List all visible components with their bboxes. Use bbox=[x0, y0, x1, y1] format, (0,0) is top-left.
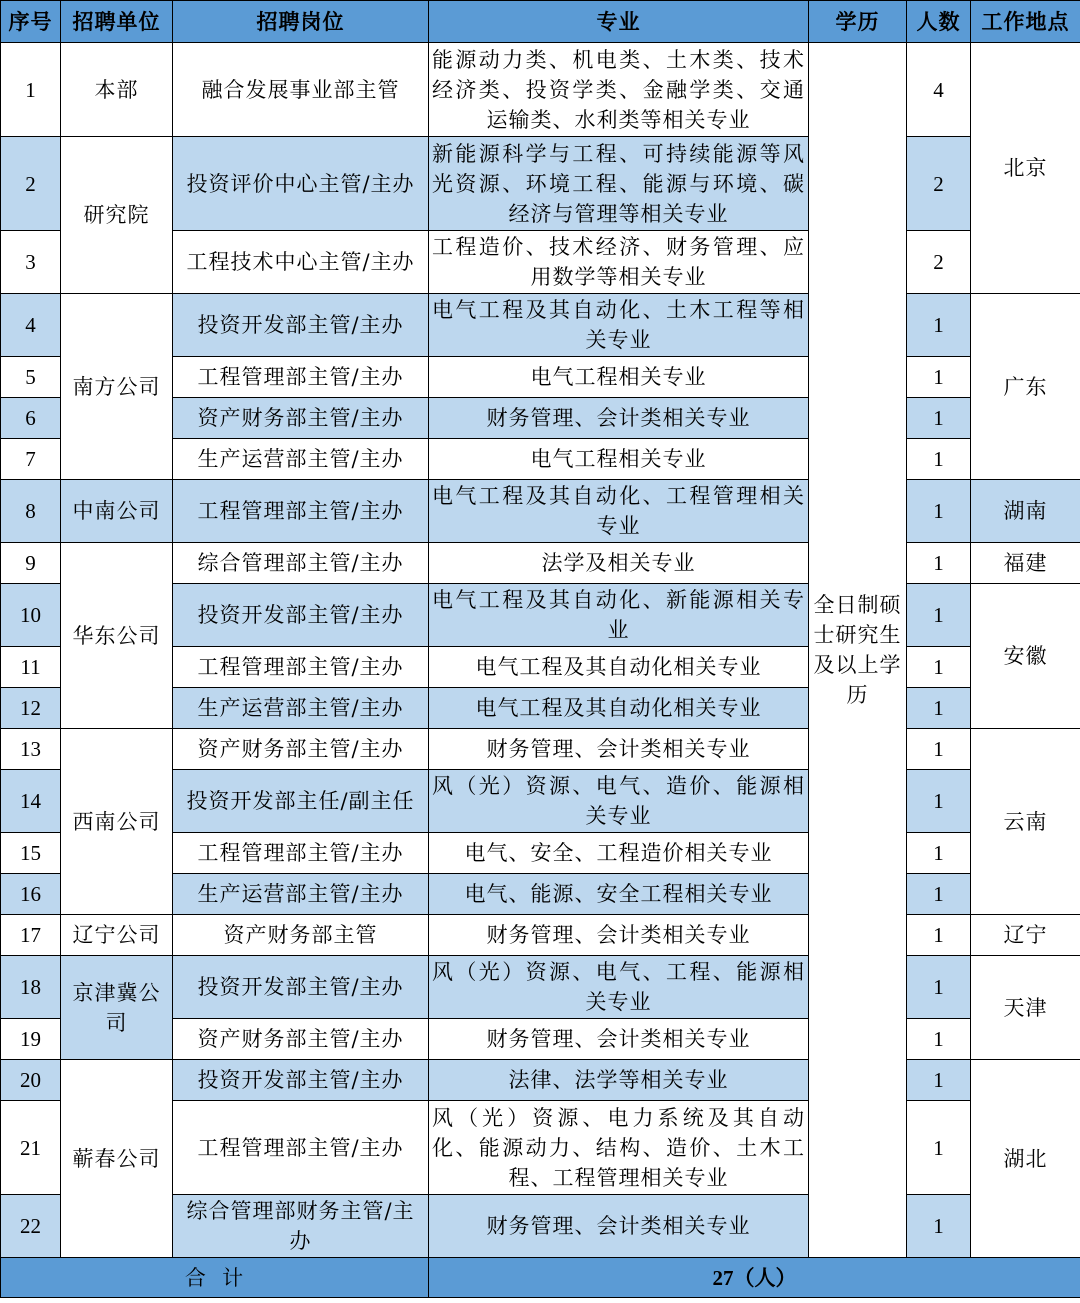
header-row bbox=[1, 1, 1080, 43]
row-no: 7 bbox=[1, 439, 61, 480]
row-post: 工程管理部主管/主办 bbox=[173, 357, 429, 398]
row-count: 1 bbox=[907, 543, 971, 584]
location-cell: 天津 bbox=[971, 956, 1080, 1060]
row-major: 新能源科学与工程、可持续能源等风光资源、环境工程、能源与环境、碳经济与管理等相关专业 bbox=[429, 137, 809, 231]
total-label: 合 计 bbox=[1, 1258, 429, 1298]
row-no: 16 bbox=[1, 874, 61, 915]
row-no: 15 bbox=[1, 833, 61, 874]
row-count: 1 bbox=[907, 833, 971, 874]
row-count: 1 bbox=[907, 398, 971, 439]
row-major: 电气工程相关专业 bbox=[429, 357, 809, 398]
row-count: 1 bbox=[907, 1019, 971, 1060]
row-count: 1 bbox=[907, 1101, 971, 1195]
row-major: 电气、能源、安全工程相关专业 bbox=[429, 874, 809, 915]
row-no: 13 bbox=[1, 729, 61, 770]
table-row bbox=[1, 137, 1080, 231]
row-no: 11 bbox=[1, 647, 61, 688]
row-no: 17 bbox=[1, 915, 61, 956]
row-no: 18 bbox=[1, 956, 61, 1019]
row-post: 投资开发部主管/主办 bbox=[173, 294, 429, 357]
location-cell: 湖南 bbox=[971, 480, 1080, 543]
row-count: 1 bbox=[907, 956, 971, 1019]
row-unit: 京津冀公司 bbox=[61, 956, 173, 1060]
row-unit: 本部 bbox=[61, 43, 173, 137]
row-major: 电气工程及其自动化、土木工程等相关专业 bbox=[429, 294, 809, 357]
row-post: 资产财务部主管/主办 bbox=[173, 398, 429, 439]
row-unit: 蕲春公司 bbox=[61, 1060, 173, 1258]
row-count: 1 bbox=[907, 688, 971, 729]
row-count: 1 bbox=[907, 584, 971, 647]
row-post: 生产运营部主管/主办 bbox=[173, 874, 429, 915]
row-count: 1 bbox=[907, 874, 971, 915]
row-no: 1 bbox=[1, 43, 61, 137]
row-major: 电气、安全、工程造价相关专业 bbox=[429, 833, 809, 874]
row-count: 2 bbox=[907, 231, 971, 294]
row-no: 5 bbox=[1, 357, 61, 398]
row-count: 1 bbox=[907, 770, 971, 833]
row-unit: 研究院 bbox=[61, 137, 173, 294]
row-no: 21 bbox=[1, 1101, 61, 1195]
row-major: 风（光）资源、电气、造价、能源相关专业 bbox=[429, 770, 809, 833]
header-major: 专业 bbox=[429, 1, 809, 43]
row-post: 工程技术中心主管/主办 bbox=[173, 231, 429, 294]
row-unit: 南方公司 bbox=[61, 294, 173, 480]
row-major: 电气工程及其自动化、工程管理相关专业 bbox=[429, 480, 809, 543]
row-no: 12 bbox=[1, 688, 61, 729]
row-post: 资产财务部主管/主办 bbox=[173, 1019, 429, 1060]
row-no: 3 bbox=[1, 231, 61, 294]
total-value: 27（人） bbox=[429, 1258, 1080, 1298]
row-no: 19 bbox=[1, 1019, 61, 1060]
row-no: 8 bbox=[1, 480, 61, 543]
table-row bbox=[1, 1060, 1080, 1101]
row-unit: 辽宁公司 bbox=[61, 915, 173, 956]
header-post: 招聘岗位 bbox=[173, 1, 429, 43]
row-major: 风（光）资源、电气、工程、能源相关专业 bbox=[429, 956, 809, 1019]
table-row bbox=[1, 915, 1080, 956]
row-no: 6 bbox=[1, 398, 61, 439]
row-count: 1 bbox=[907, 439, 971, 480]
row-major: 法学及相关专业 bbox=[429, 543, 809, 584]
location-cell: 安徽 bbox=[971, 584, 1080, 729]
row-count: 1 bbox=[907, 1060, 971, 1101]
row-post: 综合管理部财务主管/主办 bbox=[173, 1195, 429, 1258]
row-count: 1 bbox=[907, 294, 971, 357]
header-count: 人数 bbox=[907, 1, 971, 43]
row-major: 风（光）资源、电力系统及其自动化、能源动力、结构、造价、土木工程、工程管理相关专业 bbox=[429, 1101, 809, 1195]
row-major: 电气工程及其自动化、新能源相关专业 bbox=[429, 584, 809, 647]
row-unit: 西南公司 bbox=[61, 729, 173, 915]
row-major: 电气工程及其自动化相关专业 bbox=[429, 688, 809, 729]
row-count: 1 bbox=[907, 1195, 971, 1258]
row-post: 资产财务部主管 bbox=[173, 915, 429, 956]
location-cell: 辽宁 bbox=[971, 915, 1080, 956]
header-education: 学历 bbox=[809, 1, 907, 43]
row-no: 4 bbox=[1, 294, 61, 357]
row-post: 工程管理部主管/主办 bbox=[173, 647, 429, 688]
row-major: 电气工程相关专业 bbox=[429, 439, 809, 480]
row-count: 1 bbox=[907, 480, 971, 543]
header-location: 工作地点 bbox=[971, 1, 1080, 43]
row-major: 能源动力类、机电类、土木类、技术经济类、投资学类、金融学类、交通运输类、水利类等相关专业 bbox=[429, 43, 809, 137]
row-major: 财务管理、会计类相关专业 bbox=[429, 1019, 809, 1060]
table-row bbox=[1, 729, 1080, 770]
row-no: 9 bbox=[1, 543, 61, 584]
row-major: 工程造价、技术经济、财务管理、应用数学等相关专业 bbox=[429, 231, 809, 294]
row-post: 投资开发部主管/主办 bbox=[173, 956, 429, 1019]
row-unit: 中南公司 bbox=[61, 480, 173, 543]
row-post: 综合管理部主管/主办 bbox=[173, 543, 429, 584]
total-row bbox=[1, 1258, 1080, 1298]
row-major: 财务管理、会计类相关专业 bbox=[429, 398, 809, 439]
row-count: 1 bbox=[907, 357, 971, 398]
row-major: 财务管理、会计类相关专业 bbox=[429, 729, 809, 770]
row-no: 22 bbox=[1, 1195, 61, 1258]
education-cell: 全日制硕士研究生及以上学历 bbox=[809, 43, 907, 1258]
table-row bbox=[1, 480, 1080, 543]
row-count: 2 bbox=[907, 137, 971, 231]
row-post: 投资开发部主管/主办 bbox=[173, 584, 429, 647]
row-major: 电气工程及其自动化相关专业 bbox=[429, 647, 809, 688]
location-cell: 云南 bbox=[971, 729, 1080, 915]
row-post: 工程管理部主管/主办 bbox=[173, 833, 429, 874]
row-post: 投资开发部主任/副主任 bbox=[173, 770, 429, 833]
location-cell: 福建 bbox=[971, 543, 1080, 584]
row-major: 财务管理、会计类相关专业 bbox=[429, 915, 809, 956]
header-no: 序号 bbox=[1, 1, 61, 43]
row-post: 投资开发部主管/主办 bbox=[173, 1060, 429, 1101]
location-cell: 北京 bbox=[971, 43, 1080, 294]
row-major: 法律、法学等相关专业 bbox=[429, 1060, 809, 1101]
row-post: 投资评价中心主管/主办 bbox=[173, 137, 429, 231]
row-count: 1 bbox=[907, 915, 971, 956]
location-cell: 湖北 bbox=[971, 1060, 1080, 1258]
row-no: 10 bbox=[1, 584, 61, 647]
table-row bbox=[1, 43, 1080, 137]
table-row bbox=[1, 543, 1080, 584]
row-major: 财务管理、会计类相关专业 bbox=[429, 1195, 809, 1258]
row-no: 14 bbox=[1, 770, 61, 833]
header-unit: 招聘单位 bbox=[61, 1, 173, 43]
row-count: 1 bbox=[907, 729, 971, 770]
table-row bbox=[1, 956, 1080, 1019]
row-post: 工程管理部主管/主办 bbox=[173, 480, 429, 543]
row-post: 生产运营部主管/主办 bbox=[173, 688, 429, 729]
row-no: 20 bbox=[1, 1060, 61, 1101]
row-count: 1 bbox=[907, 647, 971, 688]
row-post: 生产运营部主管/主办 bbox=[173, 439, 429, 480]
row-post: 融合发展事业部主管 bbox=[173, 43, 429, 137]
row-post: 工程管理部主管/主办 bbox=[173, 1101, 429, 1195]
location-cell: 广东 bbox=[971, 294, 1080, 480]
row-post: 资产财务部主管/主办 bbox=[173, 729, 429, 770]
row-no: 2 bbox=[1, 137, 61, 231]
table-row bbox=[1, 294, 1080, 357]
row-unit: 华东公司 bbox=[61, 543, 173, 729]
row-count: 4 bbox=[907, 43, 971, 137]
